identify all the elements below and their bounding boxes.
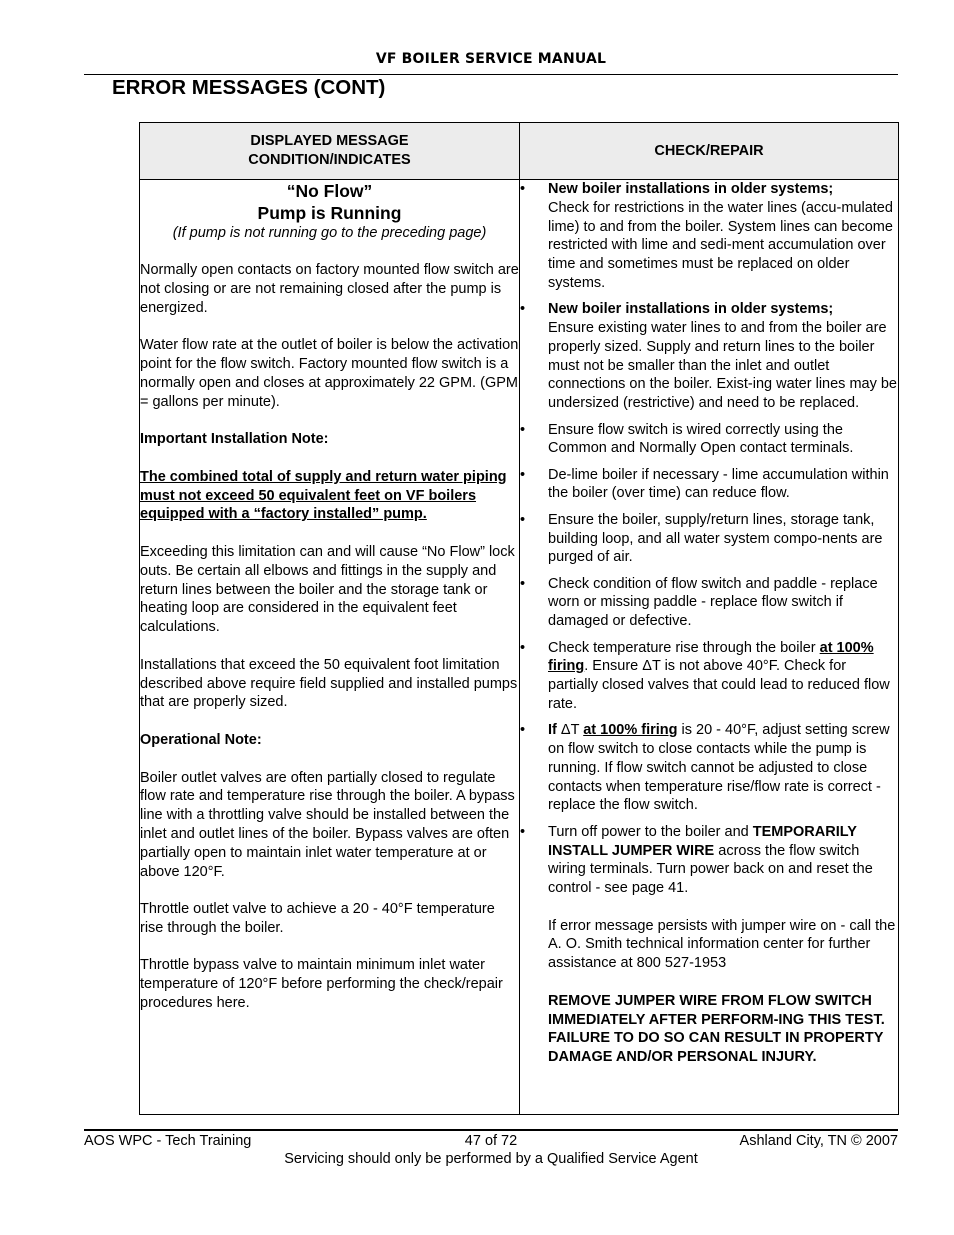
condition-paragraph: Throttle outlet valve to achieve a 20 - 40°F temperature rise through the boiler. [140,901,495,936]
section-title: ERROR MESSAGES (CONT) [112,76,386,99]
condition-paragraph: Boiler outlet valves are often partially closed to regulate flow rate and temperature rise through the boiler. A bypass line with a throttling valve should be installed between the inlet and outlet lines of the boiler. Bypass valves are often partially open to maintain inlet water temperature at or above 120°F. [140,769,515,880]
condition-cell [140,180,520,1115]
bullet-icon: • [520,575,526,592]
table-row [140,180,899,1115]
list-item: • Ensure flow switch is wired correctly using the Common and Normally Open contact terminals. [520,421,854,457]
condition-paragraph: Throttle bypass valve to maintain minimum inlet water temperature of 120°F before performing the check/repair procedures here. [140,957,503,1012]
list-item: • If ΔT at 100% firing is 20 - 40°F, adjust setting screw on flow switch to close contacts while the pump is running. If flow switch cannot be adjusted to close contacts when temperature rise/flow rate is correct - replace the flow switch. [520,722,890,814]
footer-disclaimer: Servicing should only be performed by a Qualified Service Agent [284,1151,698,1167]
condition-paragraph: Installations that exceed the 50 equivalent foot limitation described above require field supplied and installed pumps that are properly sized. [140,656,518,711]
running-header: VF BOILER SERVICE MANUAL [375,51,607,67]
bullet-icon: • [520,421,526,438]
check-repair-list [520,180,898,898]
list-item: • Turn off power to the boiler and TEMPORARILY INSTALL JUMPER WIRE across the flow switch wiring terminals. Turn power back on and reset the control - see page 41. [520,823,873,897]
bullet-icon: • [520,466,526,483]
bullet-icon: • [520,722,526,739]
column-header-displayed-message: DISPLAYED MESSAGE CONDITION/INDICATES [140,123,520,180]
bullet-icon: • [520,301,526,318]
bullet-icon: • [520,639,526,656]
install-note-heading: Important Installation Note: [140,431,329,448]
footer-rule [84,1129,898,1131]
list-item: • Check condition of flow switch and paddle - replace worn or missing paddle - replace flow switch if damaged or defective. [520,575,878,630]
install-warning: The combined total of supply and return water piping must not exceed 50 equivalent feet on VF boilers equipped with a “factory installed” pump. [140,468,507,523]
footer-left: AOS WPC - Tech Training [84,1133,252,1149]
bullet-icon: • [520,181,526,197]
bullet-icon: • [520,511,526,528]
footer-right: Ashland City, TN © 2007 [739,1133,898,1149]
operational-note-heading: Operational Note: [140,731,262,748]
list-item: • New boiler installations in older systems; Check for restrictions in the water lines (accu-mulated lime) to and from the boiler. System lines can become restricted with lime and sedi-ment accumulation over time and sometimes must be replaced on older systems. [520,181,893,291]
check-repair-cell [520,180,899,1115]
list-item: • De-lime boiler if necessary - lime accumulation within the boiler (over time) can reduce flow. [520,466,889,502]
header-rule [84,74,898,75]
condition-paragraph: Water flow rate at the outlet of boiler is below the activation point for the flow switch. Factory mounted flow switch is a normally open and closes at approximately 22 GPM. (GPM = gallons per minute). [140,337,519,410]
message-subnote: (If pump is not running go to the preceding page) [172,225,487,241]
list-item: • Ensure the boiler, supply/return lines, storage tank, building loop, and all water system compo-nents are purged of air. [520,511,883,566]
condition-paragraph: Normally open contacts on factory mounted flow switch are not closing or are not remaining closed after the pump is energized. [140,262,519,316]
safety-warning: REMOVE JUMPER WIRE FROM FLOW SWITCH IMMEDIATELY AFTER PERFORM-ING THIS TEST. FAILURE TO DO SO CAN RESULT IN PROPERTY DAMAGE AND/OR PERSONAL INJURY. [548,992,885,1066]
message-title: “No Flow” Pump is Running [257,181,402,223]
error-messages-table [139,122,899,1115]
list-item: • Check temperature rise through the boiler at 100% firing. Ensure ΔT is not above 40°F. Check for partially closed valves that could lead to reduced flow rate. [520,639,890,712]
column-header-check-repair: CHECK/REPAIR [520,123,899,180]
table-header-row [140,123,899,180]
page-number: 47 of 72 [464,1133,518,1149]
bullet-icon: • [520,823,526,840]
list-item: • New boiler installations in older systems; Ensure existing water lines to and from the boiler are properly sized. Supply and return lines to the boiler must not be smaller than the inlet and outlet connections on the boiler. Exist-ing water lines may be undersized (restrictive) and need to be replaced. [520,301,897,412]
persist-note: If error message persists with jumper wire on - call the A. O. Smith technical information center for further assistance at 800 527-1953 [548,917,896,972]
condition-paragraph: Exceeding this limitation can and will cause “No Flow” lock outs. Be certain all elbows and fittings in the supply and return lines between the boiler and the storage tank or heating loop are considered in the equivalent feet calculations. [140,543,515,636]
